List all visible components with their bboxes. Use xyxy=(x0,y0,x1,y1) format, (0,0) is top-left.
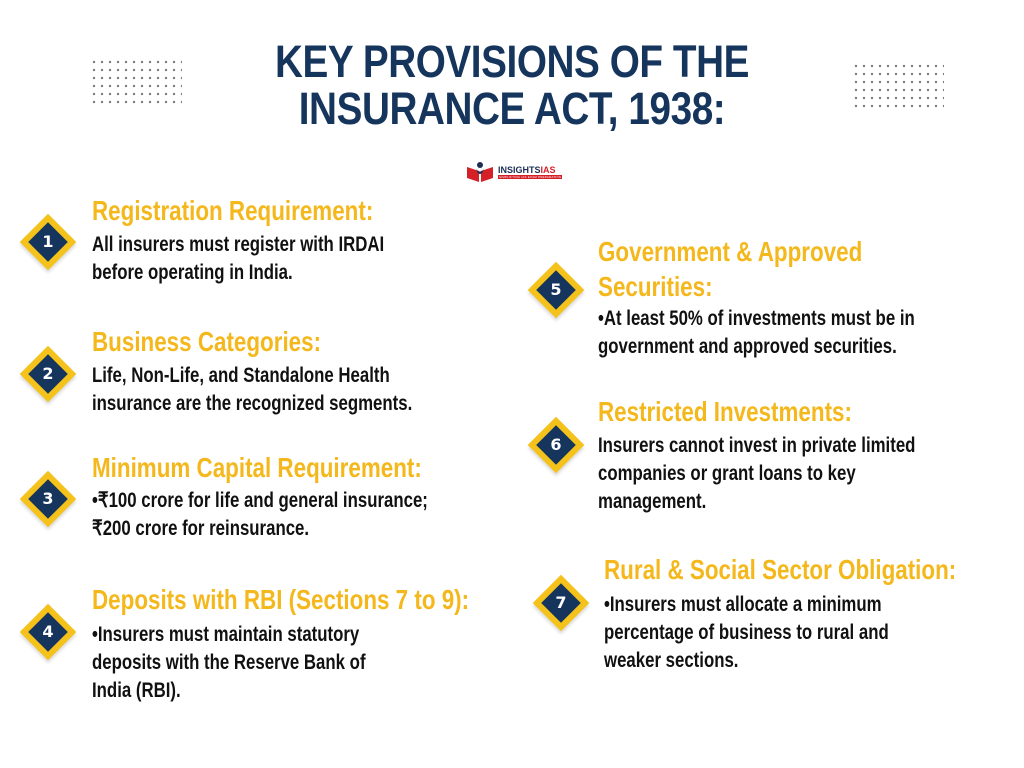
provision-heading-5: Government & Approved Securities: xyxy=(598,236,863,302)
provision-heading-6: Restricted Investments: xyxy=(598,396,852,427)
provision-text-2: Life, Non-Life, and Standalone Health insurance are the recognized segments. xyxy=(92,364,413,415)
provision-heading-3: Minimum Capital Requirement: xyxy=(92,452,422,483)
provision-heading-1: Registration Requirement: xyxy=(92,195,374,226)
insightsias-logo xyxy=(465,160,562,184)
number-badge-7: 7 xyxy=(541,583,581,623)
title-line-1: KEY PROVISIONS OF THE xyxy=(274,36,750,87)
logo-wordmark: INSIGHTSIAS xyxy=(498,165,556,175)
provision-text-5: •At least 50% of investments must be in government and approved securities. xyxy=(598,307,915,358)
page-title xyxy=(72,38,953,132)
number-badge-1: 1 xyxy=(28,222,68,262)
provision-heading-7: Rural & Social Sector Obligation: xyxy=(604,554,957,585)
number-badge-3: 3 xyxy=(28,479,68,519)
provision-heading-2: Business Categories: xyxy=(92,326,322,357)
provision-text-3: •₹100 crore for life and general insurance; ₹200 crore for reinsurance. xyxy=(92,489,428,540)
title-line-2: INSURANCE ACT, 1938: xyxy=(298,83,726,134)
number-badge-2: 2 xyxy=(28,354,68,394)
provision-heading-4: Deposits with RBI (Sections 7 to 9): xyxy=(92,584,470,615)
provision-text-7: •Insurers must allocate a minimum percentage of business to rural and weaker sections. xyxy=(604,593,889,672)
provision-text-1: All insurers must register with IRDAI before operating in India. xyxy=(92,233,385,284)
number-badge-4: 4 xyxy=(28,612,68,652)
number-badge-5: 5 xyxy=(536,270,576,310)
logo-tagline: SIMPLIFYING IAS EXAM PREPARATION xyxy=(499,175,562,179)
number-badge-6: 6 xyxy=(536,425,576,465)
book-person-icon xyxy=(465,161,495,183)
provision-text-6: Insurers cannot invest in private limited companies or grant loans to key management. xyxy=(598,434,916,513)
provision-text-4: •Insurers must maintain statutory deposits with the Reserve Bank of India (RBI). xyxy=(92,623,366,702)
